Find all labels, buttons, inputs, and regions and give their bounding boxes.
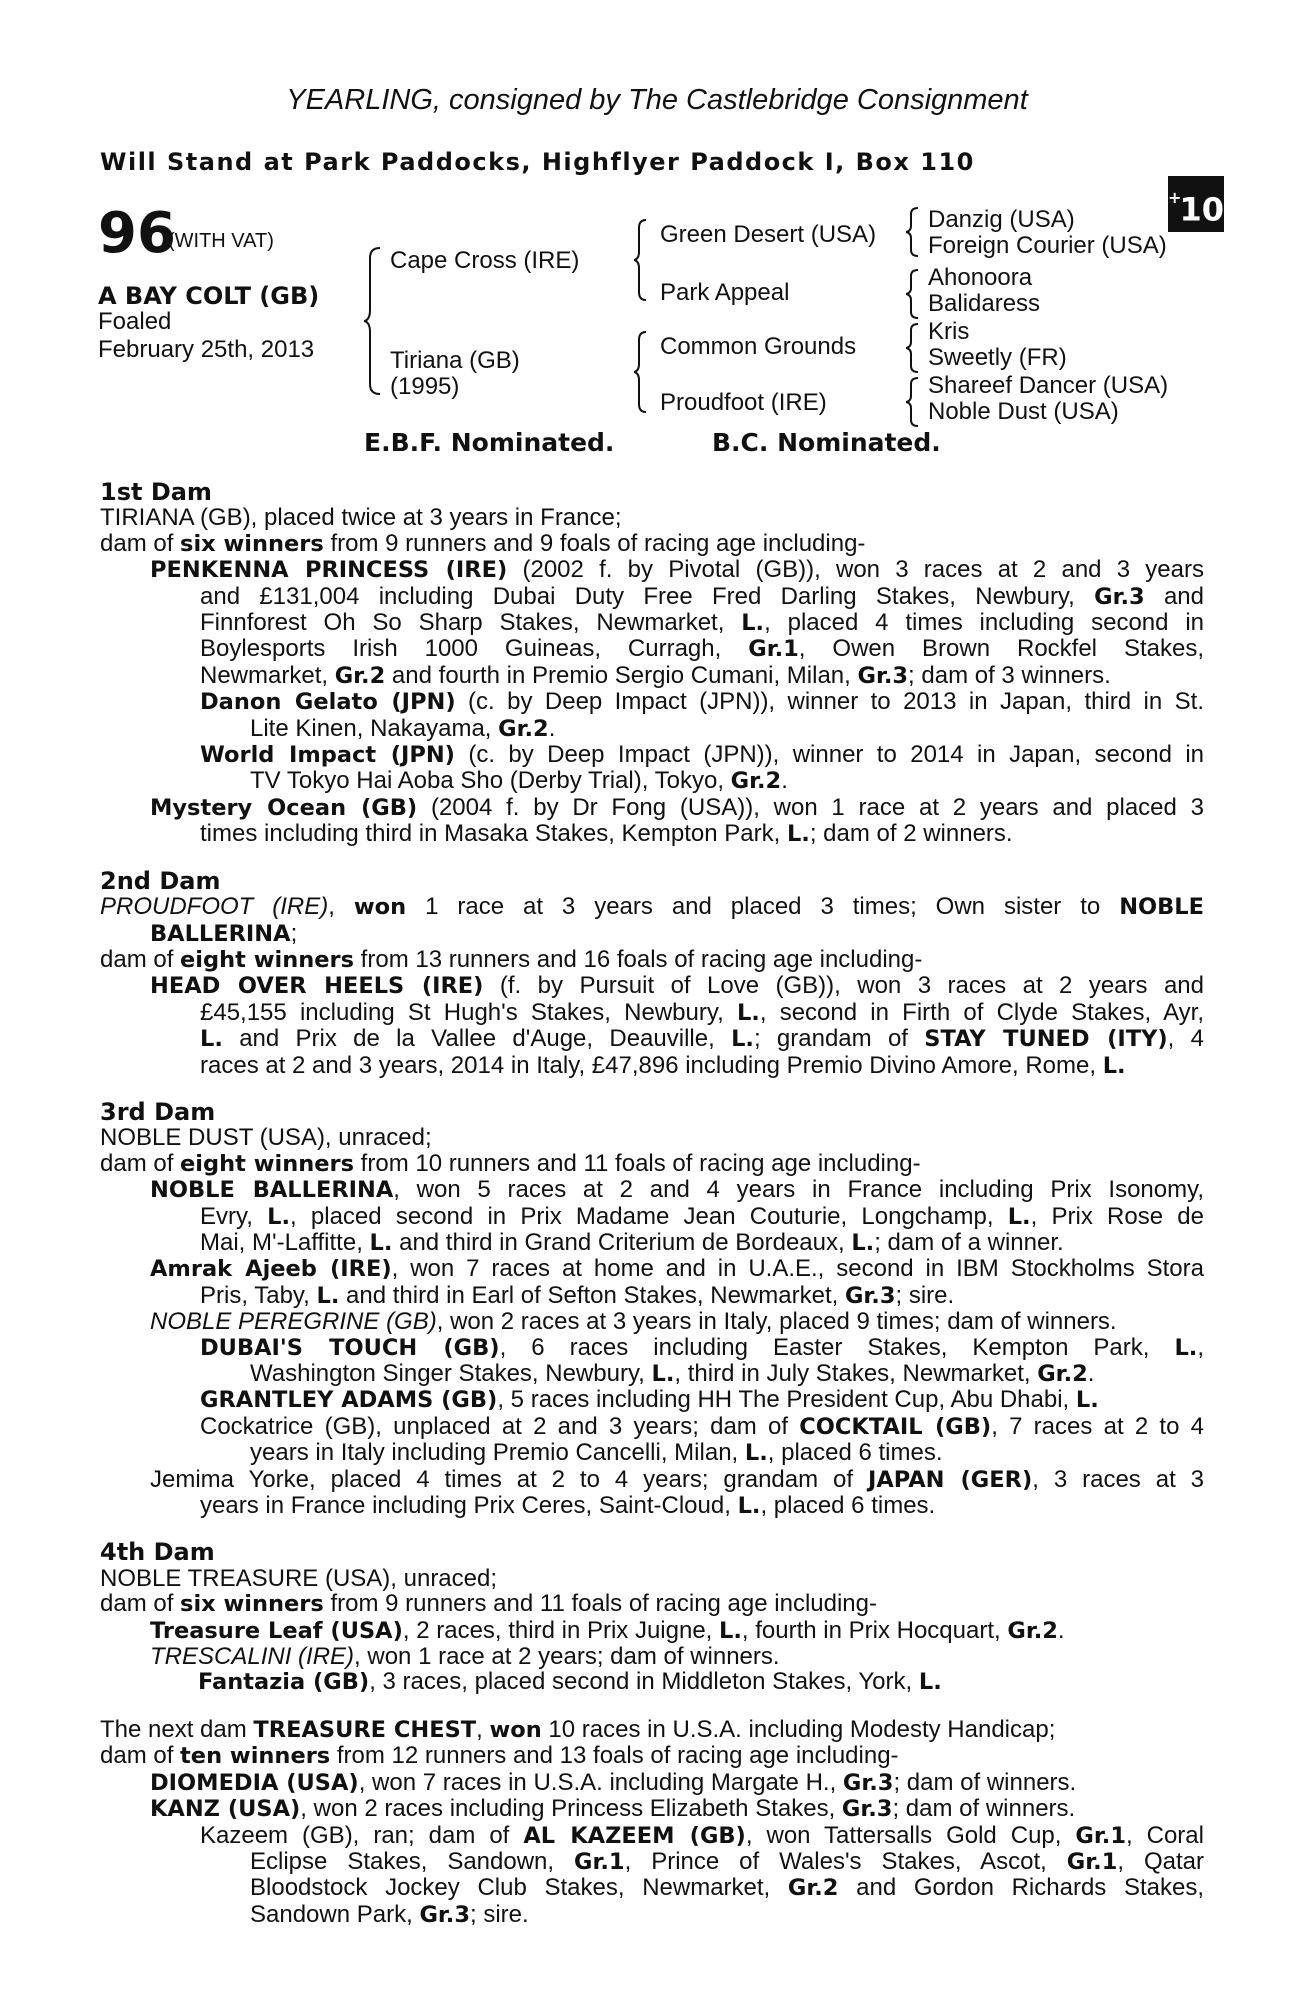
pedigree-brace-sire [634,218,650,302]
lot-badge [1168,176,1224,232]
pedigree-dam-sire: Common Grounds [660,333,857,360]
record-penkenna-princess: PENKENNA PRINCESS (IRE) (2002 f. by Pivotal (GB)), won 3 races at 2 and 3 years and £131,004 including Dubai Duty Free Fred Darling Stakes, Newbury, Gr.3 and Finnforest Oh So Sharp Stakes, Newmarket, L., placed 4 times including second in Boylesports Irish 1000 Guineas, Curragh, Gr.1, Owen Brown Rockfel Stakes, Newmarket, Gr.2 and fourth in Premio Sergio Cumani, Milan, Gr.3; dam of 3 winners. [150,556,1205,689]
dam4-paragraph: NOBLE TREASURE (USA), unraced; dam of six winners from 9 runners and 11 foals of racing age including- Treasure Leaf (USA), 2 races, third in Prix Juigne, L., fourth in Prix Hocquart, Gr.2. TRESCALINI (IRE), won 1 race at 2 years; dam of winners. Fantazia (GB), 3 races, placed second in Middleton Stakes, York, L. [100,1566,1204,1696]
pedigree-brace-g3 [906,322,920,374]
dam1-paragraph: TIRIANA (GB), placed twice at 3 years in France; dam of six winners from 9 runners and 9 foals of racing age including- PENKENNA PRINCESS (IRE) (2002 f. by Pivotal (GB)), won 3 races at 2 and 3 years and £131,004 including Dubai Duty Free Fred Darling Stakes, Newbury, Gr.3 and Finnforest Oh So Sharp Stakes, Newmarket, L., placed 4 times including second in Boylesports Irish 1000 Guineas, Curragh, Gr.1, Owen Brown Rockfel Stakes, Newmarket, Gr.2 and fourth in Premio Sergio Cumani, Milan, Gr.3; dam of 3 winners. Danon Gelato (JPN) (c. by Deep Impact (JPN)), winner to 2013 in Japan, third in St. Lite Kinen, Nakayama, Gr.2. World Impact (JPN) (c. by Deep Impact (JPN)), winner to 2014 in Japan, second in TV Tokyo Hai Aoba Sho (Derby Trial), Tokyo, Gr.2. Mystery Ocean (GB) (2004 f. by Dr Fong (USA)), won 1 race at 2 years and placed 3 times including third in Masaka Stakes, Kempton Park, L.; dam of 2 winners. [100,504,1205,848]
foaled-info [98,308,358,364]
section-heading-1st-dam: 1st Dam [100,478,212,506]
ebf-nomination: E.B.F. Nominated. [364,428,615,457]
record-fantazia: Fantazia (GB), 3 races, placed second in Middleton Stakes, York, L. [198,1668,942,1696]
record-world-impact: World Impact (JPN) (c. by Deep Impact (JPN)), winner to 2014 in Japan, second in TV Tokyo Hai Aoba Sho (Derby Trial), Tokyo, Gr.2. [200,741,1204,795]
dam3-paragraph: NOBLE DUST (USA), unraced; dam of eight winners from 10 runners and 11 foals of racing age including- NOBLE BALLERINA, won 5 races at 2 and 4 years in France including Prix Isonomy, Evry, L., placed second in Prix Madame Jean Couturie, Longchamp, L., Prix Rose de Mai, M'-Laffitte, L. and third in Grand Criterium de Bordeaux, L.; dam of a winner. Amrak Ajeeb (IRE), won 7 races at home and in U.A.E., second in IBM Stockholms Stora Pris, Taby, L. and third in Earl of Sefton Stakes, Newmarket, Gr.3; sire. NOBLE PEREGRINE (GB), won 2 races at 3 years in Italy, placed 9 times; dam of winners. DUBAI'S TOUCH (GB), 6 races including Easter Stakes, Kempton Park, L., Washington Singer Stakes, Newbury, L., third in July Stakes, Newmarket, Gr.2. GRANTLEY ADAMS (GB), 5 races including HH The President Cup, Abu Dhabi, L. Cockatrice (GB), unplaced at 2 and 3 years; dam of COCKTAIL (GB), 7 races at 2 to 4 years in Italy including Premio Cancelli, Milan, L., placed 6 times. Jemima Yorke, placed 4 times at 2 to 4 years; grandam of JAPAN (GER), 3 races at 3 years in France including Prix Ceres, Saint-Cloud, L., placed 6 times. [100,1124,1205,1520]
pedigree-ggs-2: Ahonoora [928,264,1033,291]
pedigree-ggd-1: Foreign Courier (USA) [928,232,1167,259]
dam2-paragraph: PROUDFOOT (IRE), won 1 race at 3 years and placed 3 times; Own sister to NOBLE BALLERINA; dam of eight winners from 13 runners and 16 foals of racing age including- HEAD OVER HEELS (IRE) (f. by Pursuit of Love (GB)), won 3 races at 2 years and £45,155 including St Hugh's Stakes, Newbury, L., second in Firth of Clyde Stakes, Ayr, L. and Prix de la Vallee d'Auge, Deauville, L.; grandam of STAY TUNED (ITY), 4 races at 2 and 3 years, 2014 in Italy, £47,896 including Premio Divino Amore, Rome, L. [100,893,1205,1079]
record-treasure-leaf: Treasure Leaf (USA), 2 races, third in Prix Juigne, L., fourth in Prix Hocquart, Gr.2. [150,1616,1065,1644]
page-title: YEARLING, consigned by The Castlebridge Consignment [286,84,1028,116]
pedigree-ggd-3: Sweetly (FR) [928,344,1067,371]
record-kanz: KANZ (USA), won 2 races including Princess Elizabeth Stakes, Gr.3; dam of winners. [150,1795,1076,1823]
record-grantley-adams: GRANTLEY ADAMS (GB), 5 races including HH The President Cup, Abu Dhabi, L. [200,1386,1099,1414]
pedigree-sire-sire: Green Desert (USA) [660,221,877,248]
pedigree-brace-dam [634,330,650,414]
record-amrak-ajeeb: Amrak Ajeeb (IRE), won 7 races at home and in U.A.E., second in IBM Stockholms Stora Pris, Taby, L. and third in Earl of Sefton Stakes, Newmarket, Gr.3; sire. [150,1255,1204,1309]
pedigree-dam-year: (1995) [390,373,460,400]
lot-number: 96 [98,201,176,266]
pedigree-ggd-2: Balidaress [928,290,1041,317]
record-noble-ballerina: NOBLE BALLERINA, won 5 races at 2 and 4 years in France including Prix Isonomy, Evry, L., placed second in Prix Madame Jean Couturie, Longchamp, L., Prix Rose de Mai, M'-Laffitte, L. and third in Grand Criterium de Bordeaux, L.; dam of a winner. [150,1176,1205,1256]
pedigree-brace-main [364,246,384,396]
record-cockatrice: Cockatrice (GB), unplaced at 2 and 3 years; dam of COCKTAIL (GB), 7 races at 2 to 4 years in Italy including Premio Cancelli, Milan, L., placed 6 times. [200,1412,1205,1467]
record-danon-gelato: Danon Gelato (JPN) (c. by Deep Impact (JPN)), winner to 2013 in Japan, third in St. Lite Kinen, Nakayama, Gr.2. [200,688,1204,742]
pedigree-sire-dam: Park Appeal [660,279,790,306]
badge-plus: + [1168,188,1182,207]
pedigree-brace-g1 [906,206,920,258]
foaled-label: Foaled [98,308,172,335]
pedigree-ggd-4: Noble Dust (USA) [928,398,1119,425]
next-dam-paragraph: The next dam TREASURE CHEST, won 10 races in U.S.A. including Modesty Handicap; dam of ten winners from 12 runners and 13 foals of racing age including- DIOMEDIA (USA), won 7 races in U.S.A. including Margate H., Gr.3; dam of winners. KANZ (USA), won 2 races including Princess Elizabeth Stakes, Gr.3; dam of winners. Kazeem (GB), ran; dam of AL KAZEEM (GB), won Tattersalls Gold Cup, Gr.1, Coral Eclipse Stakes, Sandown, Gr.1, Prince of Wales's Stakes, Ascot, Gr.1, Qatar Bloodstock Jockey Club Stakes, Newmarket, Gr.2 and Gordon Richards Stakes, Sandown Park, Gr.3; sire. [100,1715,1205,1928]
stand-location: Will Stand at Park Paddocks, Highflyer Paddock I, Box 110 [100,148,975,176]
record-kazeem: Kazeem (GB), ran; dam of AL KAZEEM (GB), won Tattersalls Gold Cup, Gr.1, Coral Eclipse Stakes, Sandown, Gr.1, Prince of Wales's Stakes, Ascot, Gr.1, Qatar Bloodstock Jockey Club Stakes, Newmarket, Gr.2 and Gordon Richards Stakes, Sandown Park, Gr.3; sire. [200,1821,1205,1928]
badge-number: 10 [1179,190,1224,229]
bc-nomination: B.C. Nominated. [712,428,941,457]
foaled-date: February 25th, 2013 [98,336,315,363]
lot-description: A BAY COLT (GB) [98,282,320,310]
record-jemima-yorke: Jemima Yorke, placed 4 times at 2 to 4 years; grandam of JAPAN (GER), 3 races at 3 years in France including Prix Ceres, Saint-Cloud, L., placed 6 times. [150,1465,1205,1520]
section-heading-3rd-dam: 3rd Dam [100,1097,216,1126]
pedigree-dam-dam: Proudfoot (IRE) [660,389,827,416]
record-diomedia: DIOMEDIA (USA), won 7 races in U.S.A. including Margate H., Gr.3; dam of winners. [150,1768,1077,1796]
section-heading-4th-dam: 4th Dam [100,1538,215,1567]
pedigree-ggs-4: Shareef Dancer (USA) [928,372,1169,399]
record-noble-peregrine: NOBLE PEREGRINE (GB), won 2 races at 3 years in Italy, placed 9 times; dam of winners. [150,1308,1117,1336]
record-head-over-heels: HEAD OVER HEELS (IRE) (f. by Pursuit of Love (GB)), won 3 races at 2 years and £45,155 including St Hugh's Stakes, Newbury, L., second in Firth of Clyde Stakes, Ayr, L. and Prix de la Vallee d'Auge, Deauville, L.; grandam of STAY TUNED (ITY), 4 races at 2 and 3 years, 2014 in Italy, £47,896 including Premio Divino Amore, Rome, L. [150,972,1204,1079]
pedigree-ggs-3: Kris [928,318,970,345]
record-dubais-touch: DUBAI'S TOUCH (GB), 6 races including Easter Stakes, Kempton Park, L., Washington Singer Stakes, Newbury, L., third in July Stakes, Newmarket, Gr.2. [200,1333,1204,1387]
section-heading-2nd-dam: 2nd Dam [100,866,221,895]
pedigree-dam: Tiriana (GB) [390,347,520,374]
pedigree-brace-g2 [906,268,920,320]
pedigree-sire: Cape Cross (IRE) [390,247,580,274]
catalogue-body [100,480,1204,1928]
record-mystery-ocean: Mystery Ocean (GB) (2004 f. by Dr Fong (USA)), won 1 race at 2 years and placed 3 times including third in Masaka Stakes, Kempton Park, L.; dam of 2 winners. [150,793,1204,848]
pedigree-ggs-1: Danzig (USA) [928,206,1075,233]
pedigree-brace-g4 [906,376,920,428]
vat-note: (WITH VAT) [168,230,274,252]
record-trescalini: TRESCALINI (IRE), won 1 race at 2 years; dam of winners. [150,1643,780,1671]
